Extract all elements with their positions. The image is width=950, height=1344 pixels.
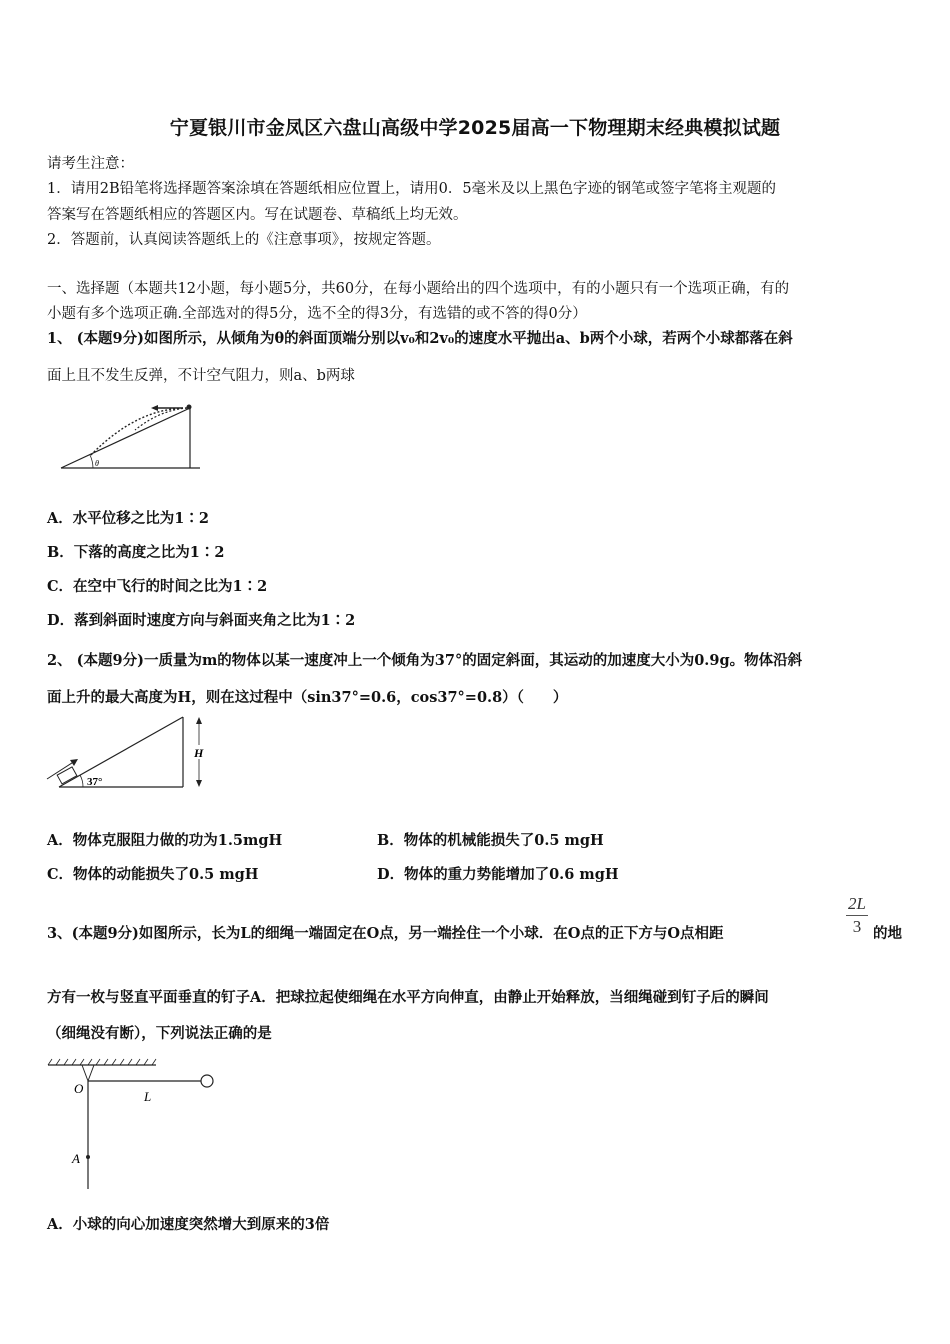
q3-stem-line-3: （细绳没有断），下列说法正确的是 xyxy=(47,1025,272,1042)
section-instructions-line-2: 小题有多个选项正确.全部选对的得5分，选不全的得3分，有选错的或不答的得0分） xyxy=(47,306,587,322)
trajectory-a xyxy=(135,408,187,430)
q1-option-c: C．在空中飞行的时间之比为1∶2 xyxy=(47,578,268,595)
ceiling-hatching xyxy=(48,1059,156,1065)
ball xyxy=(201,1075,213,1087)
q2-stem-line-1: 2、 (本题9分)一质量为m的物体以某一速度冲上一个倾角为37°的固定斜面，其运动的加速度大小为0.9g。物体沿斜 xyxy=(47,652,803,669)
pivot-support-left xyxy=(82,1065,88,1081)
height-label: H xyxy=(194,746,204,760)
notice-item-1-line-1: 1．请用2B铅笔将选择题答案涂填在答题纸相应位置上，请用0．5毫米及以上黑色字迹的钢笔或签字笔将主观题的 xyxy=(47,181,777,197)
label-o: O xyxy=(74,1081,84,1096)
q2-figure-incline xyxy=(45,713,215,795)
q1-option-d: D．落到斜面时速度方向与斜面夹角之比为1∶2 xyxy=(47,612,356,629)
angle-label: θ xyxy=(95,459,99,468)
q3-stem-line-2: 方有一枚与竖直平面垂直的钉子A．把球拉起使细绳在水平方向伸直，由静止开始释放，当细绳碰到钉子后的瞬间 xyxy=(47,989,769,1006)
height-dim-arrow-top xyxy=(196,717,202,724)
q3-option-a: A．小球的向心加速度突然增大到原来的3倍 xyxy=(47,1216,330,1233)
incline-slope xyxy=(61,408,190,468)
fraction-bar xyxy=(846,915,868,916)
pivot-support-right xyxy=(88,1065,94,1081)
page-title: 宁夏银川市金凤区六盘山高级中学2025届高一下物理期末经典模拟试题 xyxy=(169,117,781,139)
q2-option-b: B．物体的机械能损失了0.5 mgH xyxy=(377,832,604,849)
notice-item-1-line-2: 答案写在答题纸相应的答题区内。写在试题卷、草稿纸上均无效。 xyxy=(47,207,468,223)
q1-option-b: B．下落的高度之比为1∶2 xyxy=(47,544,225,561)
q1-stem-line-1: 1、 (本题9分)如图所示，从倾角为θ的斜面顶端分别以v₀和2v₀的速度水平抛出a、b两个小球，若两个小球都落在斜 xyxy=(47,330,793,347)
angle-arc xyxy=(80,775,83,787)
q2-stem-line-2: 面上升的最大高度为H，则在这过程中（sin37°=0.6，cos37°=0.8）（ ） xyxy=(47,689,568,706)
q2-option-c: C．物体的动能损失了0.5 mgH xyxy=(47,866,259,883)
velocity-arrowhead xyxy=(70,759,78,766)
label-l: L xyxy=(144,1089,152,1104)
fraction-denominator: 3 xyxy=(852,917,862,936)
ball xyxy=(187,405,192,410)
angle-arc xyxy=(90,455,93,468)
q1-stem-line-2: 面上且不发生反弹，不计空气阻力，则a、b两球 xyxy=(47,368,355,384)
q2-option-d: D．物体的重力势能增加了0.6 mgH xyxy=(377,866,619,883)
section-instructions-line-1: 一、选择题（本题共12小题，每小题5分，共60分，在每小题给出的四个选项中，有的小题只有一个选项正确，有的 xyxy=(47,281,790,297)
incline-slope xyxy=(59,717,183,787)
q1-figure-incline xyxy=(55,400,215,475)
fraction-numerator: 2L xyxy=(848,894,866,913)
q2-option-a: A．物体克服阻力做的功为1.5mgH xyxy=(47,832,283,849)
height-dim-arrow-bottom xyxy=(196,780,202,787)
notice-heading: 请考生注意： xyxy=(47,156,134,172)
nail-a xyxy=(86,1155,90,1159)
launch-arrowhead xyxy=(151,405,158,411)
angle-label: 37° xyxy=(87,776,103,788)
notice-item-2: 2．答题前，认真阅读答题纸上的《注意事项》，按规定答题。 xyxy=(47,232,441,248)
q1-option-a: A．水平位移之比为1∶2 xyxy=(47,510,209,527)
q3-stem-line-1: 3、(本题9分)如图所示，长为L的细绳一端固定在O点，另一端拴住一个小球．在O点的正下方与O点相距 xyxy=(47,925,724,942)
q3-stem-line-1-end: 的地 xyxy=(873,925,902,942)
block xyxy=(57,767,77,784)
q3-figure-pendulum xyxy=(44,1057,224,1197)
q3-fraction xyxy=(844,894,870,937)
label-a: A xyxy=(72,1151,80,1166)
